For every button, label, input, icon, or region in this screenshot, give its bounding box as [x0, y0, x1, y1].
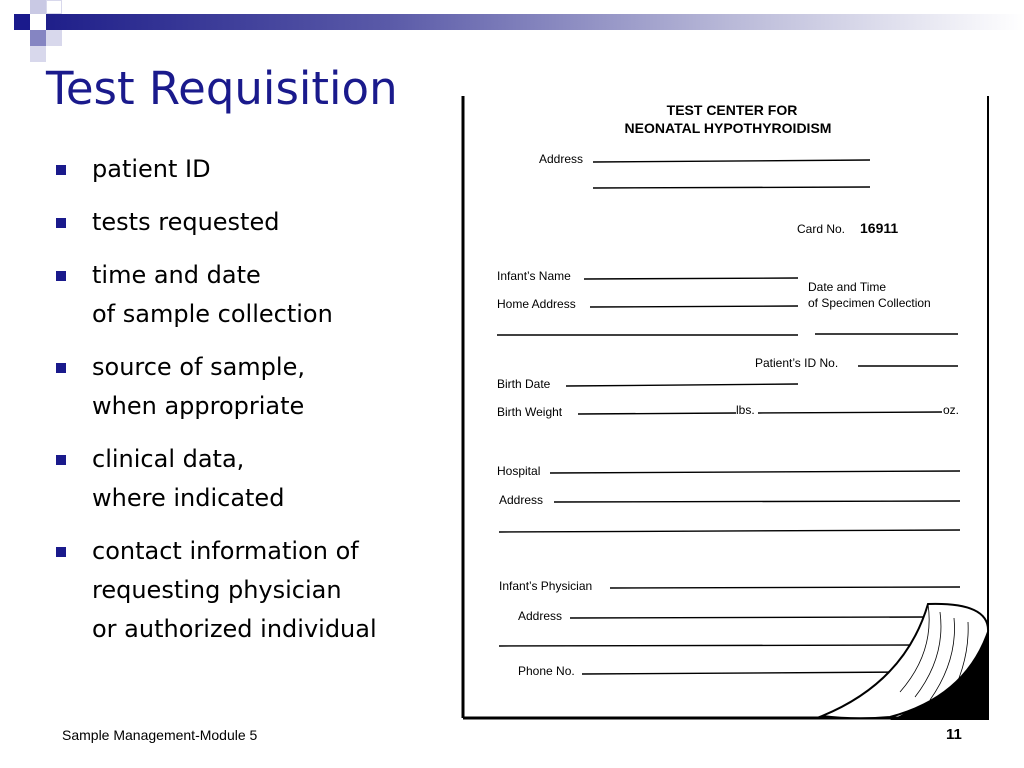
bullet-item-source [54, 348, 454, 426]
form-label-hospital-address: Address [499, 493, 544, 507]
form-label-address: Address [539, 152, 584, 166]
page-number: 11 [946, 726, 962, 743]
bullet-square-icon [56, 271, 66, 281]
title-gradient-bar [46, 14, 1024, 30]
form-label-card-no: Card No. [797, 222, 846, 236]
bullet-text: patient ID [92, 155, 211, 183]
footer-module-label: Sample Management-Module 5 [62, 727, 258, 743]
bullet-square-icon [56, 218, 66, 228]
form-label-physician-address: Address [518, 609, 563, 623]
bullet-square-icon [56, 165, 66, 175]
form-label-hospital: Hospital [497, 464, 541, 478]
form-label-oz: oz. [943, 403, 960, 417]
form-label-date-time-1: Date and Time [808, 280, 887, 294]
form-label-phone: Phone No. [518, 664, 575, 678]
form-label-birth-weight: Birth Weight [497, 405, 563, 419]
bullet-text: clinical data, [92, 445, 245, 473]
form-label-physician: Infant’s Physician [499, 579, 593, 593]
bullet-text: when appropriate [92, 392, 305, 420]
bullet-text: time and date [92, 261, 261, 289]
form-header-line1: TEST CENTER FOR [666, 102, 798, 118]
bullet-item-patient-id [54, 150, 454, 189]
form-label-home-address: Home Address [497, 297, 576, 311]
bullet-square-icon [56, 547, 66, 557]
form-label-infant-name: Infant’s Name [497, 269, 571, 283]
bullet-text: contact information of [92, 537, 359, 565]
slide-title: Test Requisition [46, 62, 398, 115]
bullet-item-tests-requested [54, 203, 454, 242]
form-label-patient-id: Patient’s ID No. [755, 356, 839, 370]
bullet-item-clinical-data [54, 440, 454, 518]
bullet-text: where indicated [92, 484, 285, 512]
form-header-line2: NEONATAL HYPOTHYROIDISM [624, 120, 832, 136]
requisition-form-image [460, 92, 992, 724]
form-label-date-time-2: of Specimen Collection [808, 296, 931, 310]
form-label-lbs: lbs. [736, 403, 755, 417]
bullet-text: source of sample, [92, 353, 305, 381]
bullet-text: tests requested [92, 208, 280, 236]
bullet-square-icon [56, 455, 66, 465]
bullet-item-contact-info [54, 532, 454, 649]
bullet-text: requesting physician [92, 576, 342, 604]
bullet-list [54, 150, 454, 663]
bullet-item-time-date [54, 256, 454, 334]
bullet-square-icon [56, 363, 66, 373]
bullet-text: of sample collection [92, 300, 333, 328]
form-card-no-value: 16911 [860, 220, 899, 236]
requisition-form [460, 92, 992, 724]
form-label-birth-date: Birth Date [497, 377, 551, 391]
bullet-text: or authorized individual [92, 615, 377, 643]
